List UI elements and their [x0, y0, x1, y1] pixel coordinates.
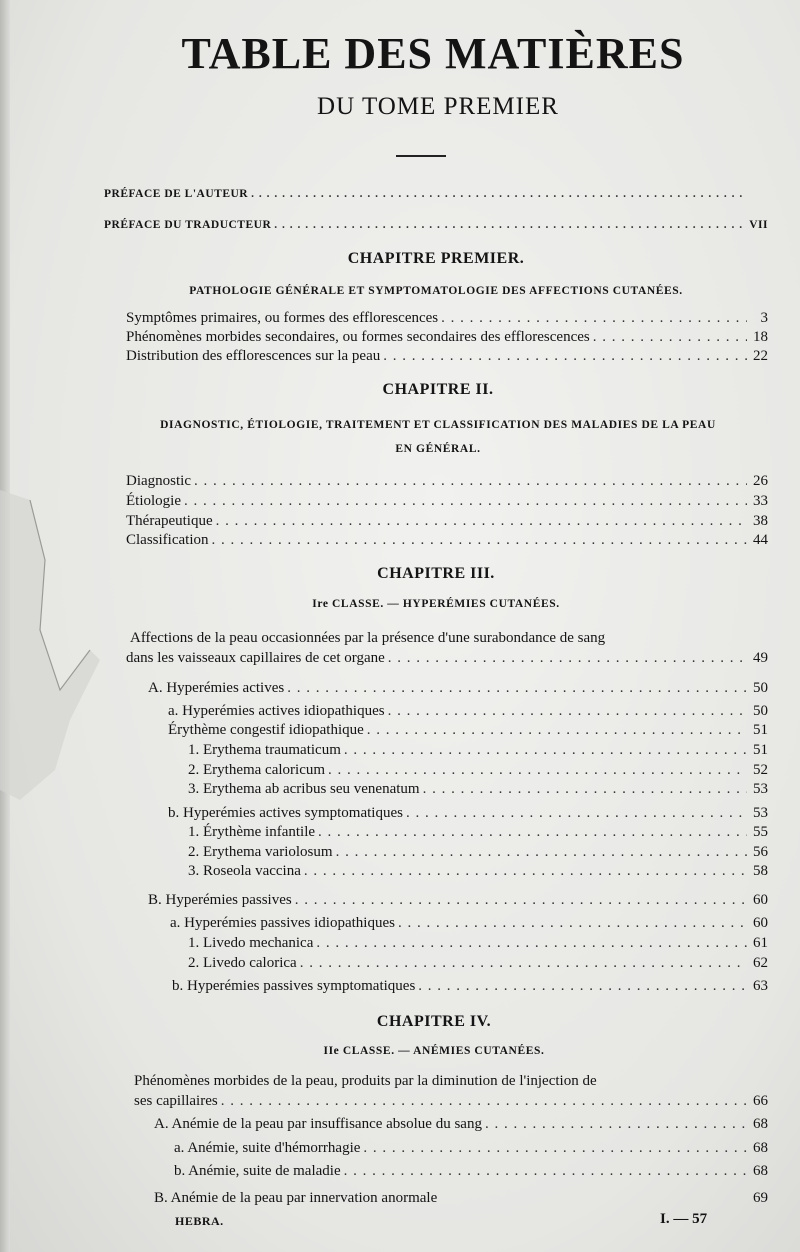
toc-entry: [188, 935, 768, 952]
leader-dots: [184, 493, 747, 510]
toc-label: a. Anémie, suite d'hémorrhagie: [174, 1140, 361, 1156]
toc-page: 33: [753, 493, 768, 509]
toc-page: 22: [753, 348, 768, 364]
toc-page: 58: [753, 863, 768, 879]
toc-label: Phénomènes morbides secondaires, ou formes secondaires des efflorescences: [126, 329, 590, 345]
class-heading: IIe CLASSE. — ANÉMIES CUTANÉES.: [323, 1045, 545, 1057]
toc-page: 51: [753, 722, 768, 738]
toc-page: 50: [753, 680, 768, 696]
leader-dots: [328, 762, 747, 779]
toc-page: 51: [753, 742, 768, 758]
toc-label: PRÉFACE DU TRADUCTEUR: [104, 219, 272, 231]
toc-entry: [174, 1140, 768, 1157]
toc-label: a. Hyperémies passives idiopathiques: [170, 915, 395, 931]
toc-page: 49: [753, 650, 768, 666]
leader-dots: [485, 1116, 747, 1133]
leader-dots: [406, 805, 747, 822]
toc-page: 60: [753, 892, 768, 908]
leader-dots: [212, 532, 748, 549]
toc-label: Érythème congestif idiopathique: [168, 722, 364, 738]
toc-entry: [126, 310, 768, 327]
toc-entry: [188, 742, 768, 759]
toc-page: 18: [753, 329, 768, 345]
toc-label: A. Hyperémies actives: [148, 680, 285, 696]
toc-page: 53: [753, 805, 768, 821]
toc-entry: [154, 1190, 768, 1207]
toc-entry: [134, 1093, 768, 1110]
chapter-subheading: EN GÉNÉRAL.: [395, 443, 481, 455]
toc-entry: [188, 844, 768, 861]
toc-page: 63: [753, 978, 768, 994]
toc-intro-line: Phénomènes morbides de la peau, produits par la diminution de l'injection de: [134, 1073, 597, 1089]
leader-dots: [398, 915, 747, 932]
leader-dots: [304, 863, 747, 880]
leader-dots: [287, 680, 747, 697]
toc-label: b. Anémie, suite de maladie: [174, 1163, 341, 1179]
toc-entry: [148, 680, 768, 697]
toc-entry-preface-translator: [104, 219, 768, 231]
page-subtitle: DU TOME PREMIER: [317, 93, 559, 120]
toc-entry-preface-author: [104, 188, 768, 200]
toc-entry: [126, 329, 768, 346]
toc-entry: [168, 722, 768, 739]
toc-entry: [126, 532, 768, 549]
leader-dots: [441, 310, 747, 327]
leader-dots: [367, 722, 747, 739]
toc-label: dans les vaisseaux capillaires de cet organe: [126, 650, 385, 666]
toc-label: Symptômes primaires, ou formes des efflorescences: [126, 310, 439, 326]
toc-page: 50: [753, 703, 768, 719]
toc-entry: [126, 348, 768, 365]
toc-intro-line: Affections de la peau occasionnées par la présence d'une surabondance de sang: [130, 630, 606, 646]
toc-entry: [154, 1116, 768, 1133]
toc-page: 26: [753, 473, 768, 489]
toc-page: 53: [753, 781, 768, 797]
toc-page: 68: [753, 1116, 768, 1132]
leader-dots: [388, 650, 747, 667]
toc-page: 56: [753, 844, 768, 860]
toc-label: 1. Livedo mechanica: [188, 935, 314, 951]
leader-dots: [274, 219, 746, 231]
toc-label: Classification: [126, 532, 209, 548]
toc-label: b. Hyperémies actives symptomatiques: [168, 805, 403, 821]
leader-dots: [363, 1140, 747, 1157]
footer-signature: HEBRA.: [175, 1214, 224, 1228]
chapter-subheading: DIAGNOSTIC, ÉTIOLOGIE, TRAITEMENT ET CLASSIFICATION DES MALADIES DE LA PEAU: [160, 419, 716, 431]
toc-label: Thérapeutique: [126, 513, 213, 529]
toc-label: b. Hyperémies passives symptomatiques: [172, 978, 416, 994]
toc-page: 55: [753, 824, 768, 840]
toc-page: 66: [753, 1093, 768, 1109]
toc-page: 52: [753, 762, 768, 778]
toc-label: B. Hyperémies passives: [148, 892, 292, 908]
toc-entry: [188, 955, 768, 972]
toc-label: a. Hyperémies actives idiopathiques: [168, 703, 385, 719]
chapter-heading: CHAPITRE III.: [377, 565, 495, 582]
toc-label: Diagnostic: [126, 473, 191, 489]
toc-label: 1. Erythema traumaticum: [188, 742, 341, 758]
toc-page: 3: [760, 310, 768, 326]
chapter-heading: CHAPITRE II.: [382, 381, 494, 398]
leader-dots: [194, 473, 747, 490]
toc-label: 3. Erythema ab acribus seu venenatum: [188, 781, 420, 797]
leader-dots: [216, 513, 747, 530]
toc-label: PRÉFACE DE L'AUTEUR: [104, 188, 249, 200]
page-title: TABLE DES MATIÈRES: [181, 29, 685, 78]
toc-page: 68: [753, 1140, 768, 1156]
chapter-heading: CHAPITRE IV.: [376, 1013, 492, 1030]
toc-entry: [188, 863, 768, 880]
leader-dots: [383, 348, 747, 365]
toc-page: 60: [753, 915, 768, 931]
paper-tear-mark: [0, 470, 110, 850]
toc-label: 1. Érythème infantile: [188, 824, 316, 840]
footer-gathering-mark: I. — 57: [660, 1211, 708, 1227]
leader-dots: [423, 781, 747, 798]
leader-dots: [336, 844, 747, 861]
toc-label: 2. Erythema caloricum: [188, 762, 326, 778]
toc-page: 61: [753, 935, 768, 951]
toc-entry: [126, 473, 768, 490]
toc-label: A. Anémie de la peau par insuffisance absolue du sang: [154, 1116, 482, 1132]
toc-label: Distribution des efflorescences sur la peau: [126, 348, 381, 364]
toc-label: B. Anémie de la peau par innervation anormale: [154, 1190, 438, 1206]
toc-page: 68: [753, 1163, 768, 1179]
leader-dots: [221, 1093, 747, 1110]
toc-entry: [188, 781, 768, 798]
toc-entry: [168, 805, 768, 822]
toc-label: 3. Roseola vaccina: [188, 863, 301, 879]
toc-label: ses capillaires: [134, 1093, 218, 1109]
leader-dots: [388, 703, 747, 720]
toc-entry: [168, 703, 768, 720]
toc-entry: [126, 493, 768, 510]
chapter-heading: CHAPITRE PREMIER.: [347, 250, 525, 267]
leader-dots: [316, 935, 747, 952]
toc-page: 44: [753, 532, 768, 548]
toc-page: 62: [753, 955, 768, 971]
toc-entry: [188, 824, 768, 841]
toc-entry: [172, 978, 768, 995]
toc-entry: [170, 915, 768, 932]
toc-entry: [174, 1163, 768, 1180]
leader-dots: [344, 742, 747, 759]
leader-dots: [300, 955, 747, 972]
leader-dots: [418, 978, 747, 995]
chapter-subheading: PATHOLOGIE GÉNÉRALE ET SYMPTOMATOLOGIE DES AFFECTIONS CUTANÉES.: [189, 285, 683, 297]
class-heading: Ire CLASSE. — HYPERÉMIES CUTANÉES.: [312, 598, 560, 610]
toc-page: 38: [753, 513, 768, 529]
toc-entry: [188, 762, 768, 779]
leader-dots: [318, 824, 747, 841]
toc-entry: [126, 513, 768, 530]
leader-dots: [593, 329, 747, 346]
leader-dots: [251, 188, 747, 200]
title-rule: [396, 155, 446, 157]
toc-label: 2. Erythema variolosum: [188, 844, 333, 860]
leader-dots: [344, 1163, 747, 1180]
toc-entry: [126, 650, 768, 667]
toc-entry: [148, 892, 768, 909]
toc-label: Étiologie: [126, 493, 181, 509]
leader-dots: [295, 892, 747, 909]
toc-page: VII: [749, 219, 768, 231]
toc-page: 69: [753, 1190, 768, 1206]
page-edge: [0, 0, 10, 1252]
toc-label: 2. Livedo calorica: [188, 955, 297, 971]
